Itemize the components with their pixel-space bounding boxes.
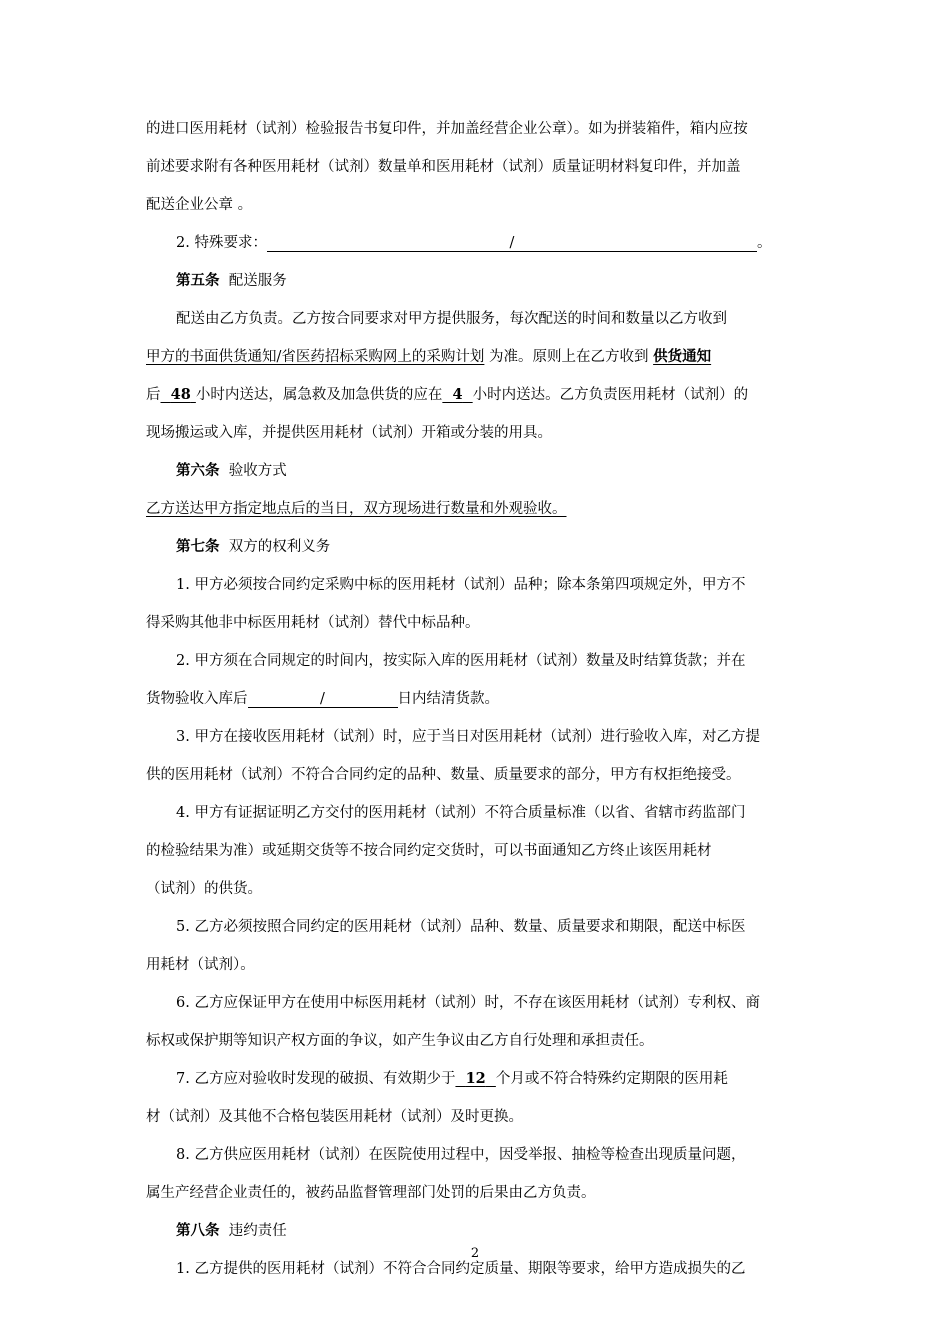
- text-line: [146, 680, 808, 718]
- special-requirements-value: /: [509, 235, 515, 251]
- text-line: 配送由乙方负责。乙方按合同要求对甲方提供服务，每次配送的时间和数量以乙方收到: [176, 311, 727, 327]
- text-line: 的进口医用耗材（试剂）检验报告书复印件，并加盖经营企业公章）。如为拼装箱件，箱内应按: [146, 121, 748, 137]
- special-requirements-label: 2. 特殊要求：: [176, 235, 267, 251]
- validity-months: [455, 1070, 495, 1087]
- article-8-heading: [146, 1212, 808, 1250]
- article-5-name: 配送服务: [228, 273, 287, 289]
- text-line: 2. 甲方须在合同规定的时间内，按实际入库的医用耗材（试剂）数量及时结算货款；并在: [176, 653, 746, 669]
- acceptance-method: 乙方送达甲方指定地点后的当日，双方现场进行数量和外观验收。: [146, 501, 567, 517]
- text-line: 现场搬运或入库，并提供医用耗材（试剂）开箱或分装的用具。: [146, 425, 552, 441]
- text-fragment: 7. 乙方应对验收时发现的破损、有效期少于: [176, 1071, 456, 1087]
- text-line: 6. 乙方应保证甲方在使用中标医用耗材（试剂）时，不存在该医用耗材（试剂）专利权、商: [176, 995, 760, 1011]
- text-fragment: 小时内送达。乙方负责医用耗材（试剂）的: [472, 387, 749, 403]
- text-line: 3. 甲方在接收医用耗材（试剂）时，应于当日对医用耗材（试剂）进行验收入库，对乙方提: [176, 729, 760, 745]
- page-number: 2: [470, 1246, 480, 1261]
- text-fragment: 为准。原则上在乙方收到: [484, 349, 649, 365]
- text-line: [146, 1060, 808, 1098]
- article-8-name: 违约责任: [228, 1223, 287, 1239]
- delivery-hours-value: 48: [170, 386, 191, 403]
- text-line: 用耗材（试剂）。: [146, 957, 255, 973]
- text-line: （试剂）的供货。: [146, 881, 262, 897]
- supply-notice: 供货通知: [653, 348, 712, 365]
- article-5-title: 第五条: [176, 272, 220, 289]
- text-line: 得采购其他非中标医用耗材（试剂）替代中标品种。: [146, 615, 480, 631]
- urgent-delivery-hours: [442, 386, 472, 403]
- urgent-hours-value: 4: [452, 386, 463, 403]
- text-line: 5. 乙方必须按照合同约定的医用耗材（试剂）品种、数量、质量要求和期限，配送中标医: [176, 919, 746, 935]
- article-7-heading: [146, 528, 808, 566]
- article-8-title: 第八条: [176, 1222, 220, 1239]
- text-line: 前述要求附有各种医用耗材（试剂）数量单和医用耗材（试剂）质量证明材料复印件，并加盖: [146, 159, 741, 175]
- text-line: 供的医用耗材（试剂）不符合合同约定的品种、数量、质量要求的部分，甲方有权拒绝接受。: [146, 767, 741, 783]
- text-fragment: 后: [146, 387, 161, 403]
- period: 。: [756, 235, 772, 251]
- text-line: 1. 乙方提供的医用耗材（试剂）不符合合同约定质量、期限等要求，给甲方造成损失的乙: [176, 1261, 746, 1277]
- special-requirements-line: [146, 224, 808, 262]
- article-7-title: 第七条: [176, 538, 220, 555]
- text-fragment: 个月或不符合特殊约定期限的医用耗: [495, 1071, 728, 1087]
- text-line: 的检验结果为准）或延期交货等不按合同约定交货时，可以书面通知乙方终止该医用耗材: [146, 843, 712, 859]
- text-fragment: 日内结清货款。: [397, 691, 499, 707]
- text-line: 1. 甲方必须按合同约定采购中标的医用耗材（试剂）品种；除本条第四项规定外，甲方不: [176, 577, 746, 593]
- article-6-heading: [146, 452, 808, 490]
- text-line: 标权或保护期等知识产权方面的争议，如产生争议由乙方自行处理和承担责任。: [146, 1033, 654, 1049]
- text-fragment: 货物验收入库后: [146, 691, 248, 707]
- notice-source: 甲方的书面供货通知/省医药招标采购网上的采购计划: [146, 349, 485, 365]
- text-line: 8. 乙方供应医用耗材（试剂）在医院使用过程中，因受举报、抽检等检查出现质量问题，: [176, 1147, 746, 1163]
- text-line: [146, 338, 808, 376]
- text-line: 4. 甲方有证据证明乙方交付的医用耗材（试剂）不符合质量标准（以省、省辖市药监部门: [176, 805, 746, 821]
- contract-body: [146, 110, 808, 1288]
- article-6-name: 验收方式: [228, 463, 287, 479]
- text-fragment: 小时内送达，属急救及加急供货的应在: [195, 387, 443, 403]
- text-line: 属生产经营企业责任的，被药品监督管理部门处罚的后果由乙方负责。: [146, 1185, 596, 1201]
- validity-months-value: 12: [465, 1070, 486, 1087]
- text-line: [146, 490, 808, 528]
- text-line: 材（试剂）及其他不合格包装医用耗材（试剂）及时更换。: [146, 1109, 523, 1125]
- settlement-days-value: /: [320, 691, 325, 707]
- delivery-hours: [161, 386, 196, 403]
- article-6-title: 第六条: [176, 462, 220, 479]
- text-line: [146, 376, 808, 414]
- settlement-days-blank: [248, 692, 398, 708]
- article-7-name: 双方的权利义务: [228, 539, 331, 555]
- text-line: 配送企业公章 。: [146, 197, 253, 213]
- article-5-heading: [146, 262, 808, 300]
- special-requirements-blank: [267, 236, 757, 252]
